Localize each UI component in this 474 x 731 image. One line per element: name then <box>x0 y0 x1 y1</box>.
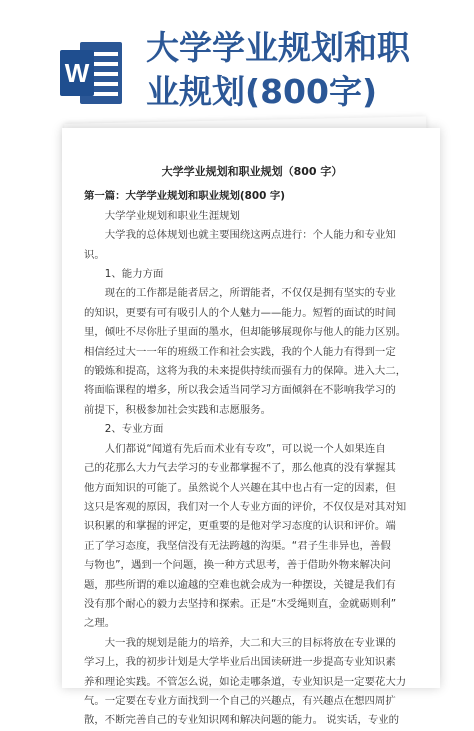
document-body <box>84 162 420 731</box>
document-line: 学习上，我的初步计划是大学毕业后出国读研进一步提高专业知识素 <box>84 656 396 669</box>
document-line: 里，倾吐不尽你肚子里面的墨水，但却能够展现你与他人的能力区别。 <box>84 326 407 339</box>
word-doc-icon <box>60 38 124 108</box>
document-line: 这只是客观的原因，我们对一个人专业方面的评价，不仅仅是对其对知 <box>84 500 407 513</box>
document-line: 题，那些所谓的难以逾越的空难也就会成为一种摆设，关键是我们有 <box>84 578 396 591</box>
document-line: 大学我的总体规划也就主要围绕这两点进行：个人能力和专业知 <box>104 229 396 242</box>
document-title: 大学学业规划和职业规划（800 字） <box>161 165 343 178</box>
document-line: 前提下，积极参加社会实践和志愿服务。 <box>84 403 272 416</box>
document-line: 大一我的规划是能力的培养，大二和大三的目标将放在专业课的 <box>104 636 396 649</box>
document-line: 没有那个耐心的毅力去坚持和探索。正是“木受绳则直，金就砺则利” <box>84 597 397 610</box>
document-line: 人们都说“闻道有先后而术业有专攻”，可以说一个人如果连自 <box>104 442 386 455</box>
document-sheet <box>62 128 440 727</box>
document-line: 2、专业方面 <box>104 423 164 436</box>
document-line: 气。一定要在专业方面找到一个自己的兴趣点，有兴趣点在想四周扩 <box>84 694 396 707</box>
document-line: 识积累的和掌握的评定，更重要的是他对学习态度的认识和评价。端 <box>84 520 396 533</box>
document-line: 1、能力方面 <box>104 268 164 281</box>
document-line: 他方面知识的可能了。虽然说个人兴趣在其中也占有一定的因素，但 <box>84 481 396 494</box>
document-line: 将面临课程的增多，所以我会适当同学习方面倾斜在不影响我学习的 <box>84 384 396 397</box>
document-lines <box>84 207 420 731</box>
document-line: 与物也”，遇到一个问题，换一种方式思考，善于借助外物来解决问 <box>84 559 391 572</box>
document-line: 的锻炼和提高，这将为我的未来提供持续而强有力的保障。进入大二， <box>84 365 407 378</box>
section-heading: 第一篇：大学学业规划和职业规划(800 字) <box>84 190 286 203</box>
svg-text:W: W <box>64 58 90 88</box>
document-line: 现在的工作都是能者居之，所谓能者，不仅仅是拥有坚实的专业 <box>104 287 396 300</box>
document-line: 大学学业规划和职业生涯规划 <box>104 209 240 222</box>
title-line-2: 业规划(800字) <box>146 72 378 111</box>
document-line: 的知识，更要有可有吸引人的个人魅力——能力。短暂的面试的时间 <box>84 306 396 319</box>
title-line-1: 大学学业规划和职 <box>146 28 410 67</box>
document-line: 正了学习态度，我坚信没有无法跨越的沟渠。“君子生非异也，善假 <box>84 539 391 552</box>
document-line: 养和理论实践。不管怎么说，如论走哪条道，专业知识是一定要花大力 <box>84 675 407 688</box>
document-line: 相信经过大一一年的班级工作和社会实践，我的个人能力有得到一定 <box>84 345 396 358</box>
document-line: 之理。 <box>84 617 116 630</box>
document-line: 散，不断完善自己的专业知识网和解决问题的能力。 说实话，专业的 <box>84 714 400 727</box>
document-line: 识。 <box>84 248 105 261</box>
document-line: 己的花那么大力气去学习的专业都掌握不了，那么他真的没有掌握其 <box>84 462 396 475</box>
page-title <box>146 26 466 114</box>
